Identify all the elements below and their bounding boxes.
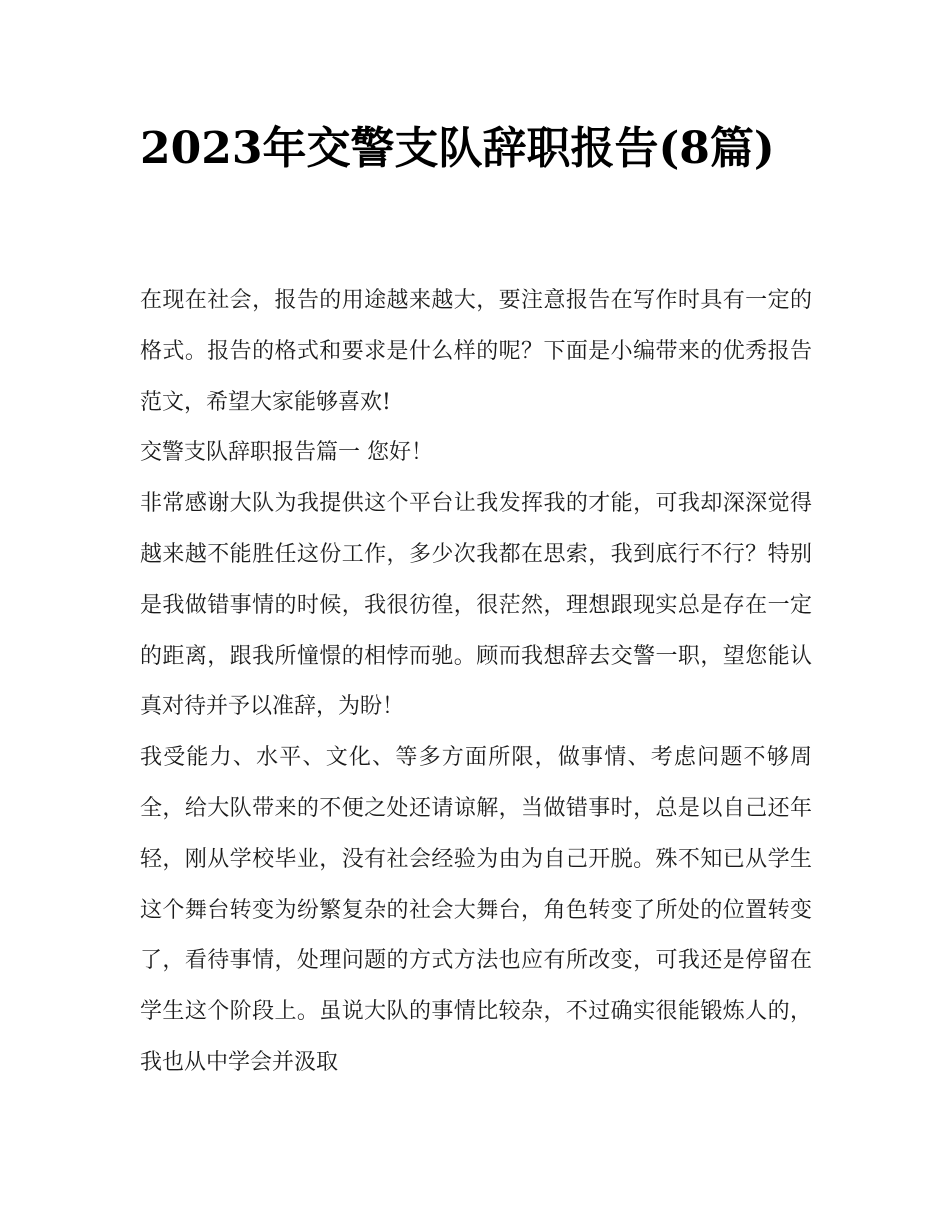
- document-title: 2023年交警支队辞职报告(8篇): [140, 123, 775, 174]
- paragraph-intro: 在现在社会，报告的用途越来越大，要注意报告在写作时具有一定的格式。报告的格式和要求是什么样的呢？下面是小编带来的优秀报告范文，希望大家能够喜欢!: [140, 288, 812, 415]
- paragraph-reflection: 我受能力、水平、文化、等多方面所限，做事情、考虑问题不够周全，给大队带来的不便之处还请谅解，当做错事时，总是以自己还年轻，刚从学校毕业，没有社会经验为由为自己开脱。殊不知已从学生这个舞台转变为纷繁复杂的社会大舞台，角色转变了所处的位置转变了，看待事情，处理问题的方式方法也应有所改变，可我还是停留在学生这个阶段上。虽说大队的事情比较杂，不过确实很能锻炼人的，我也从中学会并汲取: [140, 745, 812, 1075]
- paragraph-heading-greeting: 交警支队辞职报告篇一 您好！: [140, 440, 433, 466]
- paragraph-thanks: 非常感谢大队为我提供这个平台让我发挥我的才能，可我却深深觉得越来越不能胜任这份工作，多少次我都在思索，我到底行不行？特别是我做错事情的时候，我很彷徨，很茫然，理想跟现实总是存在一定的距离，跟我所憧憬的相悖而驰。顾而我想辞去交警一职，望您能认真对待并予以准辞，为盼！: [140, 491, 812, 720]
- document-body: [140, 276, 812, 1089]
